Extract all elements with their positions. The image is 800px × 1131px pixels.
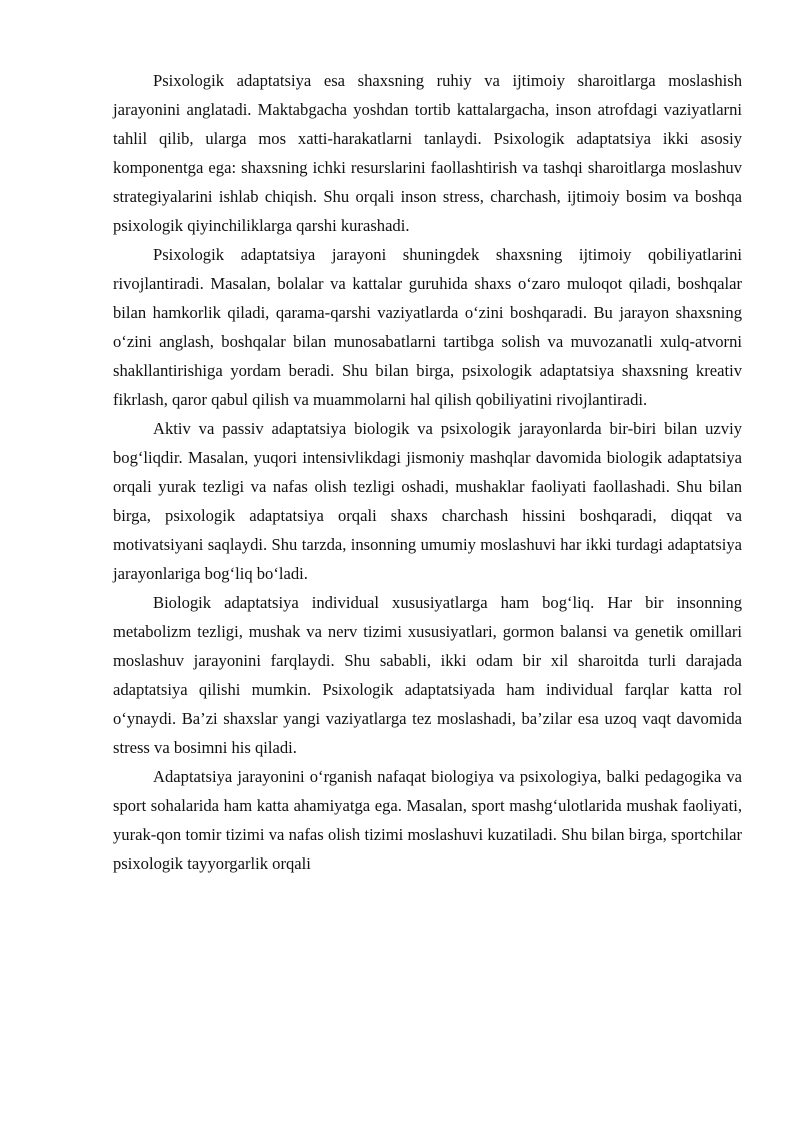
paragraph-4: Biologik adaptatsiya individual xususiyatlarga ham bog‘liq. Har bir insonning metabolizm tezligi, mushak va nerv tizimi xususiyatlari, gormon balansi va genetik omillari moslashuv jarayonini farqlaydi. Shu sababli, ikki odam bir xil sharoitda turli darajada adaptatsiya qilishi mumkin. Psixologik adaptatsiyada ham individual farqlar katta rol o‘ynaydi. Ba’zi shaxslar yangi vaziyatlarga tez moslashadi, ba’zilar esa uzoq vaqt davomida stress va bosimni his qiladi. [113,593,742,757]
paragraph-1: Psixologik adaptatsiya esa shaxsning ruhiy va ijtimoiy sharoitlarga moslashish jarayonini anglatadi. Maktabgacha yoshdan tortib kattalargacha, inson atrofdagi vaziyatlarni tahlil qilib, ularga mos xatti-harakatlarni tanlaydi. Psixologik adaptatsiya ikki asosiy komponentga ega: shaxsning ichki resurslarini faollashtirish va tashqi sharoitlarga moslashuv strategiyalarini ishlab chiqish. Shu orqali inson stress, charchash, ijtimoiy bosim va boshqa psixologik qiyinchiliklarga qarshi kurashadi. [113,71,742,235]
document-page [113,66,742,878]
paragraph-3: Aktiv va passiv adaptatsiya biologik va psixologik jarayonlarda bir-biri bilan uzviy bog‘liqdir. Masalan, yuqori intensivlikdagi jismoniy mashqlar davomida biologik adaptatsiya orqali yurak tezligi va nafas olish tezligi oshadi, mushaklar faoliyati faollashadi. Shu bilan birga, psixologik adaptatsiya orqali shaxs charchash hissini boshqaradi, diqqat va motivatsiyani saqlaydi. Shu tarzda, insonning umumiy moslashuvi har ikki turdagi adaptatsiya jarayonlariga bog‘liq bo‘ladi. [113,419,742,583]
paragraph-5: Adaptatsiya jarayonini o‘rganish nafaqat biologiya va psixologiya, balki pedagogika va sport sohalarida ham katta ahamiyatga ega. Masalan, sport mashg‘ulotlarida mushak faoliyati, yurak-qon tomir tizimi va nafas olish tizimi moslashuvi kuzatiladi. Shu bilan birga, sportchilar psixologik tayyorgarlik orqali [113,767,742,873]
paragraph-2: Psixologik adaptatsiya jarayoni shuningdek shaxsning ijtimoiy qobiliyatlarini rivojlantiradi. Masalan, bolalar va kattalar guruhida shaxs o‘zaro muloqot qiladi, boshqalar bilan hamkorlik qiladi, qarama-qarshi vaziyatlarda o‘zini boshqaradi. Bu jarayon shaxsning o‘zini anglash, boshqalar bilan munosabatlarni tartibga solish va muvozanatli xulq-atvorni shakllantirishiga yordam beradi. Shu bilan birga, psixologik adaptatsiya shaxsning kreativ fikrlash, qaror qabul qilish va muammolarni hal qilish qobiliyatini rivojlantiradi. [113,245,742,409]
